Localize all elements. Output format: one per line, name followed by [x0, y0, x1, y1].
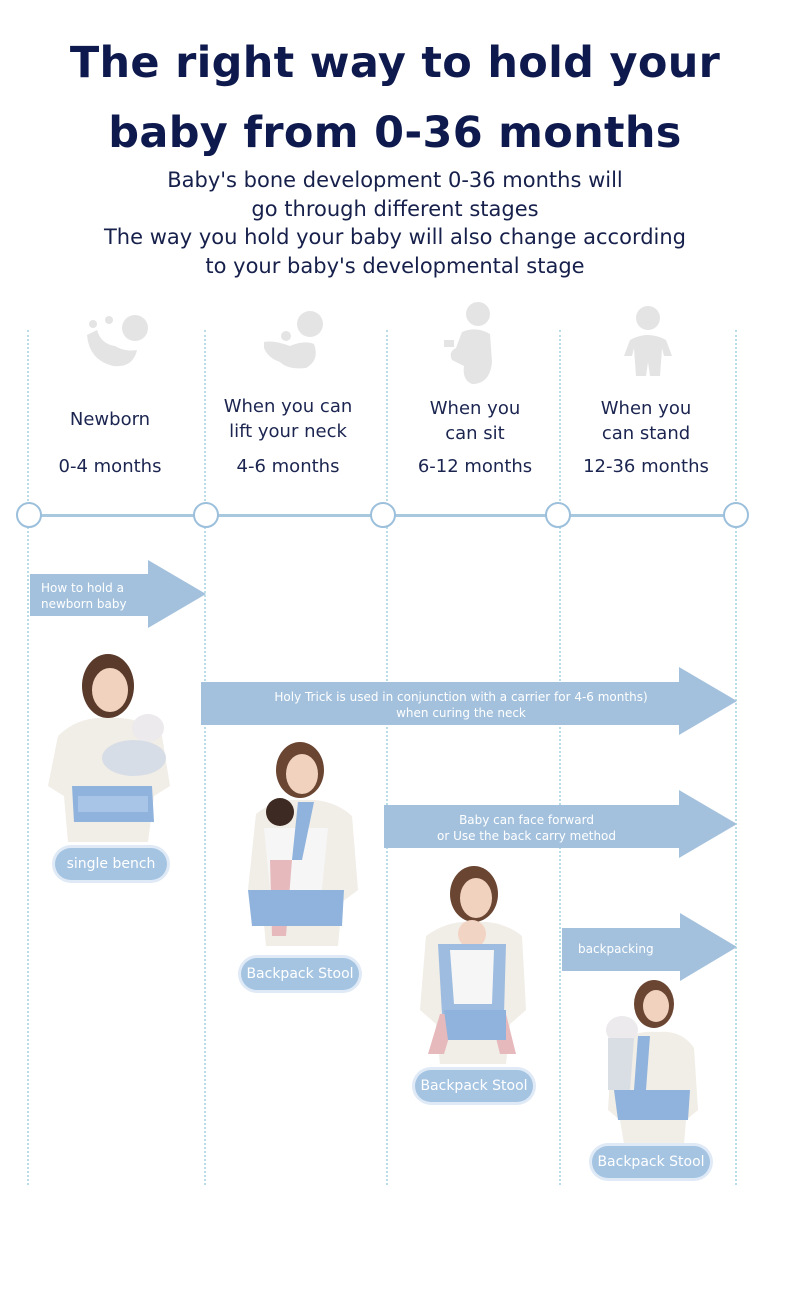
timeline-node — [545, 502, 571, 528]
stage-label-stand — [556, 396, 736, 446]
arrow-backpacking-text — [578, 941, 654, 957]
carry-label-backpack-stool: Backpack Stool — [592, 1146, 710, 1178]
mother-baby-forward-photo — [414, 864, 530, 1068]
arrow-text-line: or Use the back carry method — [436, 829, 617, 843]
stage-label-neck — [198, 394, 378, 444]
stage-label-line: Newborn — [69, 409, 151, 430]
timeline-node — [370, 502, 396, 528]
stage-range: 0-4 months — [58, 456, 162, 477]
stage-label-line: When you — [429, 398, 521, 419]
carry-label-backpack-stool: Backpack Stool — [241, 958, 359, 990]
baby-lifting-head-icon — [252, 300, 342, 390]
stage-label-sit — [385, 396, 565, 446]
stage-range: 6-12 months — [417, 456, 533, 477]
stage-label-line: When you can — [223, 396, 353, 417]
baby-sitting-icon — [432, 300, 522, 390]
timeline-node — [16, 502, 42, 528]
arrow-face-forward-text — [384, 812, 669, 844]
subtitle-line-4: to your baby's developmental stage — [205, 253, 585, 278]
carry-label-single-bench: single bench — [55, 848, 167, 880]
mother-baby-facing-in-photo — [242, 740, 362, 950]
arrow-text-line: newborn baby — [41, 597, 127, 611]
baby-standing-icon — [602, 300, 692, 390]
stage-label-line: When you — [600, 398, 692, 419]
title-line-2: baby from 0-36 months — [108, 108, 682, 158]
mother-newborn-photo — [38, 646, 178, 846]
stage-range: 4-6 months — [236, 456, 340, 477]
stage-label-line: lift your neck — [229, 421, 347, 442]
stage-label-newborn — [20, 407, 200, 432]
arrow-text-line: backpacking — [578, 942, 654, 956]
mother-backpacking-photo — [594, 980, 704, 1148]
arrow-newborn-text — [41, 580, 127, 612]
arrow-text-line: when curing the neck — [396, 706, 526, 720]
subtitle-line-2: go through different stages — [251, 196, 539, 221]
arrow-neck-support-text — [201, 689, 721, 721]
subtitle-line-3: The way you hold your baby will also change according — [103, 225, 687, 249]
subtitle-line-1: Baby's bone development 0-36 months will — [167, 168, 623, 192]
newborn-lying-icon — [75, 300, 165, 390]
subtitle — [0, 166, 790, 280]
arrow-text-line: How to hold a — [41, 581, 124, 595]
timeline-node — [193, 502, 219, 528]
page-title — [0, 28, 790, 168]
stage-range: 12-36 months — [583, 456, 709, 477]
stage-label-line: can sit — [445, 423, 505, 444]
stage-label-line: can stand — [601, 423, 691, 444]
arrow-text-line: Holy Trick is used in conjunction with a carrier for 4-6 months) — [274, 690, 648, 704]
timeline-node — [723, 502, 749, 528]
carry-label-backpack-stool: Backpack Stool — [415, 1070, 533, 1102]
title-line-1: The right way to hold your — [69, 38, 721, 88]
arrow-text-line: Baby can face forward — [459, 813, 594, 827]
